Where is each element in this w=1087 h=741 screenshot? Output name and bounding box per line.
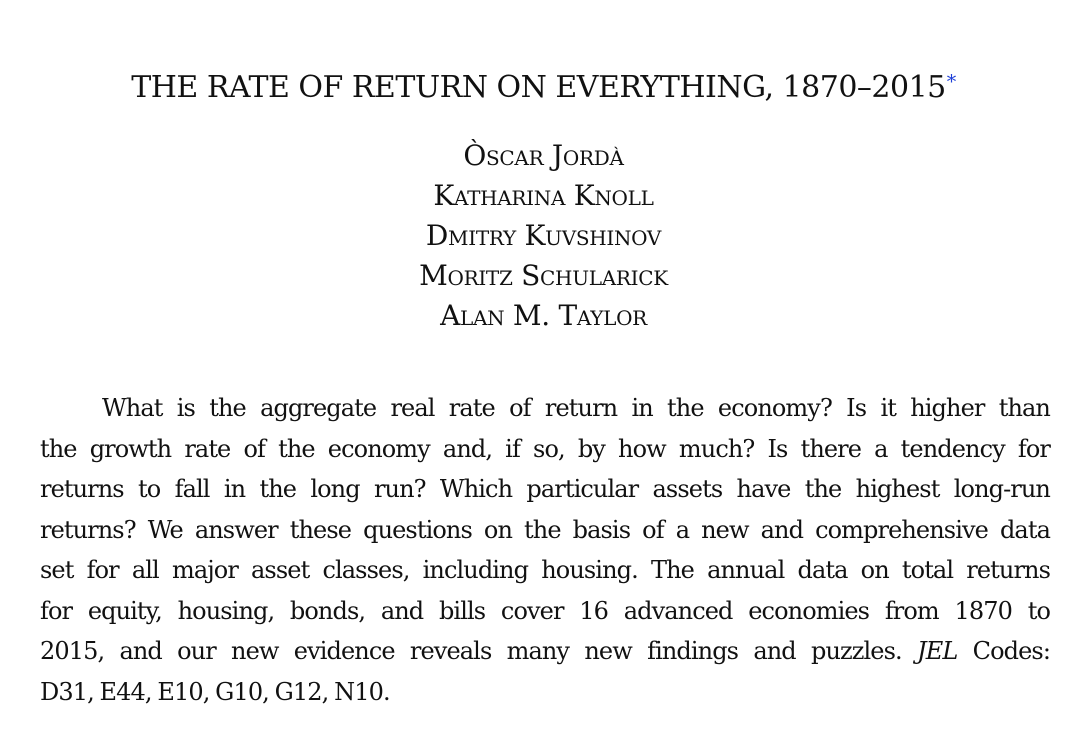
abstract-line: returns? We answer these questions on the basis of a new and comprehensive data xyxy=(40,515,1050,544)
paper-title-text: THE RATE OF RETURN ON EVERYTHING, 1870–2015 xyxy=(131,70,946,105)
author-name: Alan M. Taylor xyxy=(440,299,647,332)
abstract-line: returns to fall in the long run? Which particular assets have the highest long-run xyxy=(40,475,1050,503)
paper-title xyxy=(0,62,1087,108)
author-name: Dmitry Kuvshinov xyxy=(425,219,662,252)
jel-codes-list: D31, E44, E10, G10, G12, N10. xyxy=(40,677,390,706)
abstract-line: What is the aggregate real rate of return in the economy? Is it higher than xyxy=(102,394,1050,422)
jel-label: JEL xyxy=(916,637,958,665)
author-name: Katharina Knoll xyxy=(433,179,654,212)
abstract-line-with-jel xyxy=(40,631,1050,672)
jel-codes-word: Codes: xyxy=(972,637,1051,665)
abstract xyxy=(40,388,1050,712)
author-list xyxy=(0,136,1087,336)
abstract-line: the growth rate of the economy and, if so, by how much? Is there a tendency for xyxy=(40,434,1050,463)
abstract-line-text: 2015, and our new evidence reveals many new findings and puzzles. xyxy=(40,637,902,665)
title-footnote-mark[interactable]: * xyxy=(946,71,956,93)
author-name: Òscar Jordà xyxy=(463,139,624,172)
abstract-line: for equity, housing, bonds, and bills cover 16 advanced economies from 1870 to xyxy=(40,596,1050,625)
abstract-line: set for all major asset classes, including housing. The annual data on total returns xyxy=(40,556,1050,584)
author-name: Moritz Schularick xyxy=(419,259,668,292)
